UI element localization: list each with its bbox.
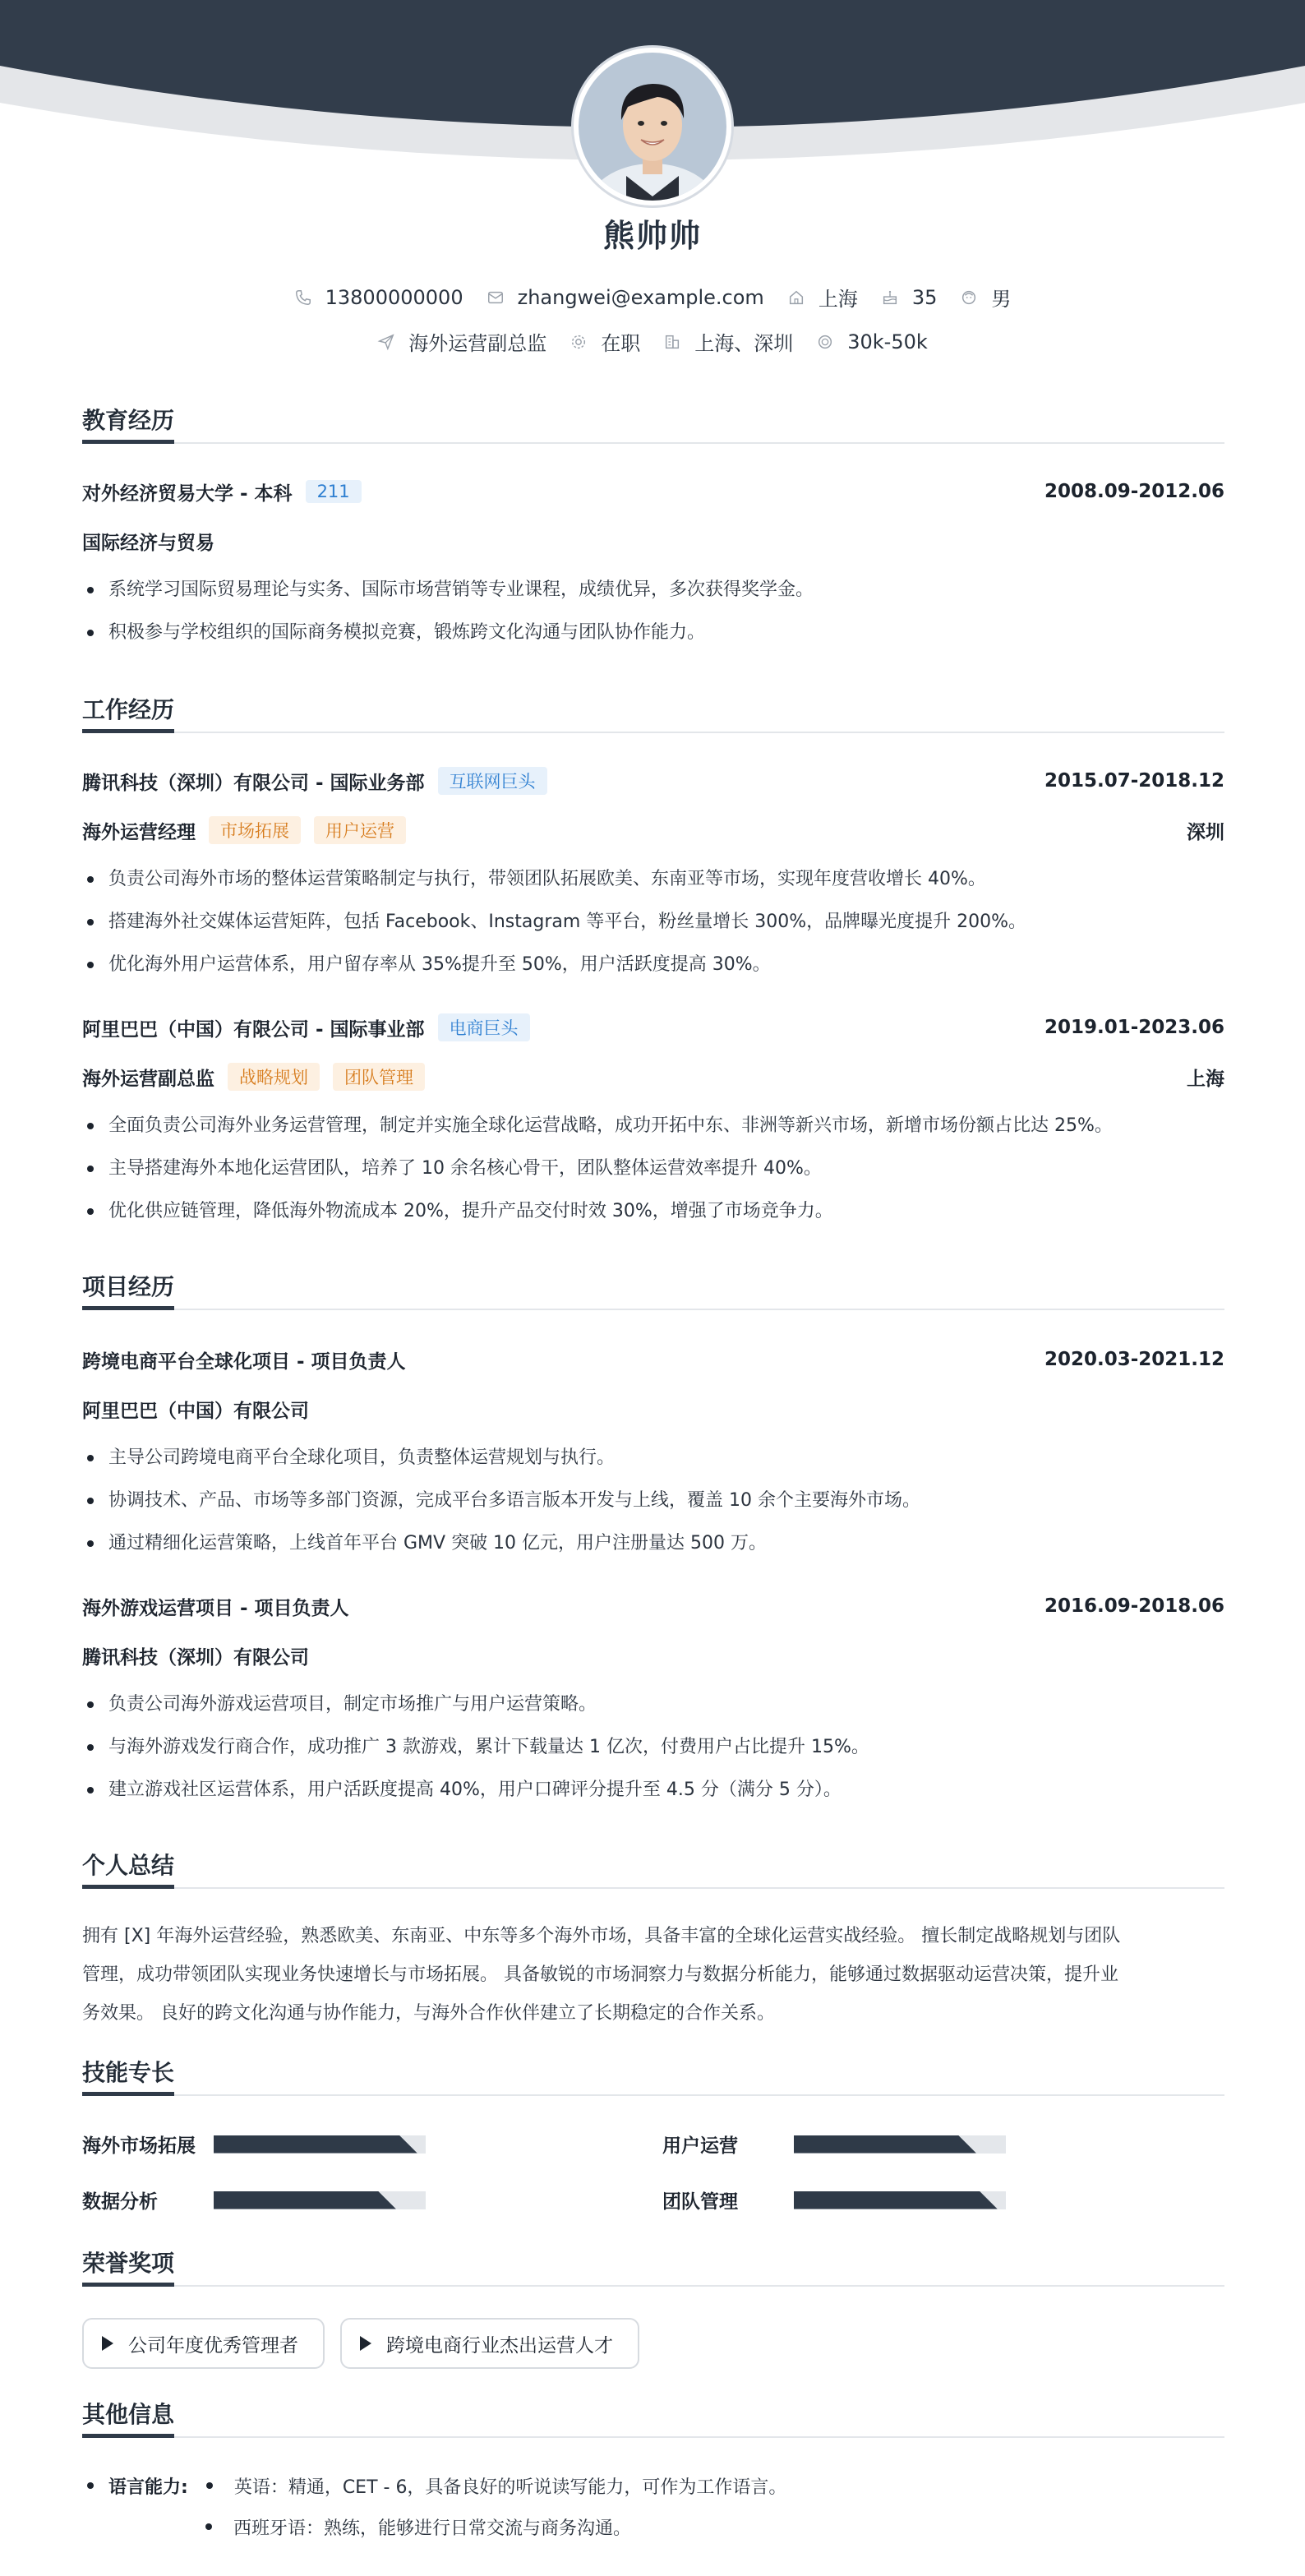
education-date: 2008.09-2012.06 (1044, 481, 1224, 502)
list-item: 负责公司海外市场的整体运营策略制定与执行，带领团队拓展欧美、东南亚等市场，实现年度营收增长 40%。 (82, 865, 1224, 907)
projects-section-title: 项目经历 (82, 1272, 1224, 1310)
list-item: 系统学习国际贸易理论与实务、国际市场营销等专业课程，成绩优异，多次获得奖学金。 (82, 575, 1224, 618)
role-tag: 用户运营 (314, 816, 406, 844)
skill-bar (214, 2135, 426, 2154)
list-item: 建立游戏社区运营体系，用户活跃度提高 40%，用户口碑评分提升至 4.5 分（满分 5 分）。 (82, 1775, 1224, 1818)
home-icon (787, 289, 805, 307)
list-item: 协调技术、产品、市场等多部门资源，完成平台多语言版本开发与上线，覆盖 10 余个主要海外市场。 (82, 1486, 1224, 1529)
cake-icon (881, 289, 899, 307)
role: 海外运营经理 (82, 821, 196, 843)
company-name: 腾讯科技（深圳）有限公司 - 国际业务部 (82, 772, 425, 794)
work-role-row-1 (82, 1062, 1224, 1092)
language-label: 语言能力: (108, 2477, 188, 2498)
project-bullets-1 (82, 1690, 1224, 1818)
bullet-dot (206, 2482, 213, 2489)
work-header-1 (82, 1013, 1224, 1042)
skill-bar (214, 2191, 426, 2209)
email-item (486, 286, 764, 309)
list-item: 优化海外用户运营体系，用户留存率从 35%提升至 50%，用户活跃度提高 30%。 (82, 950, 1224, 993)
bullet-dot (205, 2523, 212, 2530)
role-tag: 战略规划 (228, 1063, 320, 1091)
project-title: 跨境电商平台全球化项目 - 项目负责人 (82, 1350, 406, 1373)
work-section-title: 工作经历 (82, 695, 1224, 733)
skill-bar (794, 2191, 1006, 2209)
skill-item (82, 2186, 426, 2214)
project-company-row-0 (82, 1394, 1224, 1424)
profile-name: 熊帅帅 (602, 218, 702, 254)
project-date: 2020.03-2021.12 (1044, 1349, 1224, 1370)
skill-name: 海外市场拓展 (82, 2135, 196, 2157)
other-section-title: 其他信息 (82, 2400, 1224, 2438)
honor-item (340, 2318, 639, 2369)
role: 海外运营副总监 (82, 1068, 214, 1090)
major: 国际经济与贸易 (82, 532, 214, 554)
list-item: 主导公司跨境电商平台全球化项目，负责整体运营规划与执行。 (82, 1443, 1224, 1486)
summary-line: 拥有 [X] 年海外运营经验，熟悉欧美、东南亚、中东等多个海外市场，具备丰富的全球化运营实战经验。 擅长制定战略规划与团队 (82, 1926, 1121, 1946)
project-header-0 (82, 1345, 1224, 1374)
language-row (82, 2469, 786, 2502)
work-role-row-0 (82, 815, 1224, 845)
honor-text: 公司年度优秀管理者 (128, 2334, 298, 2357)
coin-icon (816, 333, 834, 351)
bullet-dot (87, 2482, 94, 2489)
list-item: 负责公司海外游戏运营项目，制定市场推广与用户运营策略。 (82, 1690, 1224, 1733)
phone-icon (294, 289, 312, 307)
project-company-row-1 (82, 1641, 1224, 1670)
honor-text: 跨境电商行业杰出运营人才 (386, 2334, 613, 2357)
role-tag: 市场拓展 (209, 816, 301, 844)
project-header-1 (82, 1591, 1224, 1621)
education-section-title: 教育经历 (82, 406, 1224, 444)
skill-name: 团队管理 (662, 2191, 738, 2213)
phone-text: 13800000000 (325, 285, 463, 309)
summary-text (82, 1917, 1224, 2033)
language-row-2 (205, 2510, 631, 2543)
list-item: 与海外游戏发行商合作，成功推广 3 款游戏，累计下载量达 1 亿次，付费用户占比提升 15%。 (82, 1733, 1224, 1775)
summary-line: 管理，成功带领团队实现业务快速增长与市场拓展。 具备敏锐的市场洞察力与数据分析能力，能够通过数据驱动运营决策，提升业 (82, 1964, 1118, 1985)
avatar-portrait-icon (579, 53, 726, 201)
list-item: 搭建海外社交媒体运营矩阵，包括 Facebook、Instagram 等平台，粉丝量增长 300%，品牌曝光度提升 200%。 (82, 907, 1224, 950)
list-item: 积极参与学校组织的国际商务模拟竞赛，锻炼跨文化沟通与团队协作能力。 (82, 618, 1224, 661)
skill-bar-fill (794, 2191, 998, 2209)
skills-section-title: 技能专长 (82, 2058, 1224, 2096)
work-date: 2019.01-2023.06 (1044, 1017, 1224, 1038)
status-item (569, 327, 640, 356)
skill-item (662, 2131, 1006, 2158)
play-icon (102, 2336, 113, 2351)
work-header-0 (82, 766, 1224, 796)
target-city-item (663, 327, 793, 356)
language-item: 英语：精通，CET - 6，具备良好的听说读写能力，可作为工作语言。 (233, 2477, 787, 2498)
role-tag: 团队管理 (333, 1063, 425, 1091)
avatar (574, 48, 731, 205)
skill-bar-fill (794, 2135, 976, 2154)
work-date: 2015.07-2018.12 (1044, 770, 1224, 792)
company-tag: 互联网巨头 (438, 767, 547, 795)
work-location: 深圳 (1187, 821, 1224, 843)
honor-item (82, 2318, 325, 2369)
education-major-row (82, 526, 1224, 556)
list-item: 全面负责公司海外业务运营管理，制定并实施全球化运营战略，成功开拓中东、非洲等新兴市场，新增市场份额占比达 25%。 (82, 1111, 1224, 1154)
school-tag: 211 (306, 480, 362, 503)
skill-item (662, 2186, 1006, 2214)
gear-icon (569, 333, 588, 351)
phone-item (294, 286, 463, 309)
project-title: 海外游戏运营项目 - 项目负责人 (82, 1597, 349, 1619)
project-date: 2016.09-2018.06 (1044, 1595, 1224, 1617)
work-location: 上海 (1187, 1068, 1224, 1090)
honors-section-title: 荣誉奖项 (82, 2249, 1224, 2287)
building-icon (663, 333, 681, 351)
school-name: 对外经济贸易大学 - 本科 (82, 482, 293, 505)
gender-icon (960, 289, 978, 307)
email-text: zhangwei@example.com (517, 285, 764, 309)
city-text: 上海 (818, 288, 858, 311)
skill-bar-fill (214, 2191, 396, 2209)
project-company: 阿里巴巴（中国）有限公司 (82, 1400, 309, 1422)
city-item (787, 283, 858, 312)
summary-line: 务效果。 良好的跨文化沟通与协作能力，与海外合作伙伴建立了长期稳定的合作关系。 (82, 2003, 775, 2024)
job-intent-row (0, 327, 1305, 356)
gender-text: 男 (991, 288, 1012, 311)
list-item: 优化供应链管理，降低海外物流成本 20%，提升产品交付时效 30%，增强了市场竞争力。 (82, 1197, 1224, 1240)
skill-item (82, 2131, 426, 2158)
age-text: 35 (911, 285, 938, 309)
skill-name: 用户运营 (662, 2135, 738, 2157)
education-bullets (82, 575, 1224, 661)
work-bullets-1 (82, 1111, 1224, 1240)
list-item: 主导搭建海外本地化运营团队，培养了 10 余名核心骨干，团队整体运营效率提升 40%。 (82, 1154, 1224, 1197)
skill-bar (794, 2135, 1006, 2154)
education-header (82, 477, 1224, 506)
company-name: 阿里巴巴（中国）有限公司 - 国际事业部 (82, 1018, 425, 1041)
position-text: 海外运营副总监 (408, 332, 547, 355)
status-text: 在职 (601, 332, 641, 355)
work-bullets-0 (82, 865, 1224, 993)
send-icon (377, 333, 395, 351)
other-info (82, 2469, 1224, 2568)
salary-text: 30k-50k (847, 330, 928, 353)
play-icon (360, 2336, 371, 2351)
project-company: 腾讯科技（深圳）有限公司 (82, 1646, 309, 1669)
summary-section-title: 个人总结 (82, 1851, 1224, 1889)
language-item: 西班牙语：熟练，能够进行日常交流与商务沟通。 (233, 2518, 632, 2539)
skill-bar-fill (214, 2135, 417, 2154)
contact-row (0, 283, 1305, 312)
target-city-text: 上海、深圳 (694, 332, 794, 355)
list-item: 通过精细化运营策略，上线首年平台 GMV 突破 10 亿元，用户注册量达 500 万。 (82, 1529, 1224, 1572)
gender-item (960, 283, 1011, 312)
position-item (377, 327, 546, 356)
salary-item (816, 330, 928, 353)
company-tag: 电商巨头 (438, 1013, 530, 1041)
age-item (881, 286, 938, 309)
project-bullets-0 (82, 1443, 1224, 1572)
skill-name: 数据分析 (82, 2191, 158, 2213)
mail-icon (486, 289, 505, 307)
